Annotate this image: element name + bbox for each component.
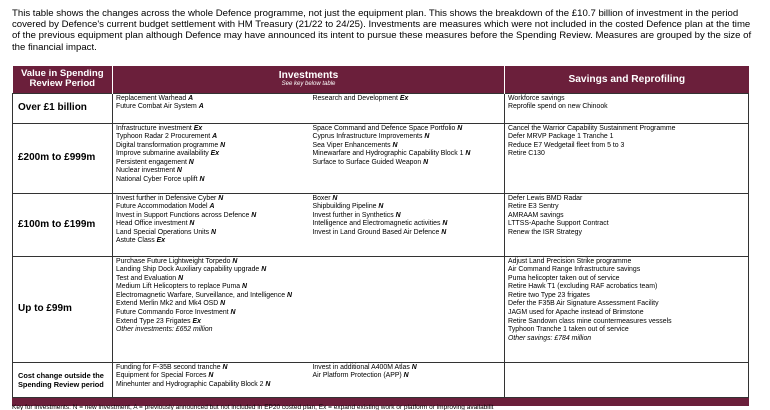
investment-label: Replacement Warhead xyxy=(116,94,189,102)
savings-item: Defer Lewis BMD Radar xyxy=(508,194,583,202)
investment-item xyxy=(116,309,307,318)
investments-col2 xyxy=(310,362,505,397)
investment-type-code: N xyxy=(392,141,398,149)
investment-label: Astute Class xyxy=(116,237,157,245)
investment-item xyxy=(313,150,502,159)
investment-label: Future Combat Air System xyxy=(116,103,199,111)
investment-item xyxy=(116,275,307,284)
investment-label: Purchase Future Lightweight Torpedo xyxy=(116,257,233,265)
investment-label: Nuclear investment xyxy=(116,167,177,175)
header-savings: Savings and Reprofiling xyxy=(505,66,749,93)
investment-type-code: N xyxy=(208,372,214,380)
investment-item xyxy=(313,364,502,373)
investment-label: Invest further in Synthetics xyxy=(312,211,396,219)
investment-type-code: N xyxy=(178,274,184,282)
savings-item: Typhoon Tranche 1 taken out of service xyxy=(508,326,629,334)
investment-item xyxy=(313,220,502,229)
investment-label: Minewarfare and Hydrographic Capability Block 1 xyxy=(312,150,466,158)
investment-type-code: N xyxy=(441,228,447,236)
savings-item: Retire C130 xyxy=(508,150,545,158)
investment-label: Invest in Support Functions across Defence xyxy=(116,211,252,219)
investment-item xyxy=(116,95,307,104)
table-row xyxy=(13,93,749,123)
investment-label: Medium Lift Helicopters to replace Puma xyxy=(116,283,242,291)
investment-type-code: N xyxy=(395,211,401,219)
investment-type-code: N xyxy=(465,150,471,158)
investment-item xyxy=(313,195,502,204)
investment-item xyxy=(116,195,307,204)
category-cell: £100m to £199m xyxy=(13,193,113,256)
category-cell: Up to £99m xyxy=(13,256,113,362)
investment-item xyxy=(116,283,307,292)
investment-type-code: N xyxy=(232,257,238,265)
savings-item: Retire Sandown class mine countermeasures vessels xyxy=(508,317,672,325)
investment-type-code: N xyxy=(211,228,216,236)
investment-type-code: N xyxy=(242,283,247,291)
investment-type-code: N xyxy=(378,203,384,211)
investment-label: Air Platform Protection (APP) xyxy=(312,372,404,380)
investment-label: Shipbuilding Pipeline xyxy=(312,203,379,211)
investment-label: Future Accommodation Model xyxy=(116,203,210,211)
investment-item xyxy=(116,292,307,301)
investment-label: Digital transformation programme xyxy=(116,141,221,149)
investments-col1 xyxy=(113,362,310,397)
investment-type-code: N xyxy=(411,363,417,371)
investment-type-code: N xyxy=(424,133,430,141)
investment-type-code: N xyxy=(261,266,267,274)
investment-type-code: N xyxy=(188,158,194,166)
investment-item xyxy=(116,159,307,168)
investment-type-code: N xyxy=(403,372,409,380)
table-header-row xyxy=(13,66,749,93)
investment-key: Key for investments: N = new investment, A = previously announced but not included in EP20 costed plan, Ex = expand existing work or platform or improving availabilit xyxy=(12,404,494,410)
investment-label: Improve submarine availability xyxy=(116,150,211,158)
investment-item xyxy=(116,212,307,221)
investment-type-code: N xyxy=(457,124,463,132)
investment-item xyxy=(116,150,307,159)
savings-item: Retire two Type 23 frigates xyxy=(508,291,590,299)
investment-item xyxy=(116,220,307,229)
investments-col2 xyxy=(310,93,505,123)
investment-label: Funding for F-35B second tranche xyxy=(116,363,223,371)
investment-label: Space Command and Defence Space Portfolio xyxy=(312,124,458,132)
investment-item xyxy=(116,142,307,151)
investment-type-code: N xyxy=(176,167,182,175)
investment-item xyxy=(313,125,502,134)
table-row xyxy=(13,256,749,362)
table-row xyxy=(13,193,749,256)
investment-type-code: Ex xyxy=(193,124,203,132)
other-total: Other investments: £652 million xyxy=(116,326,213,334)
investment-type-code: N xyxy=(442,220,448,228)
investment-item xyxy=(313,203,502,212)
investment-label: Invest in Land Ground Based Air Defence xyxy=(312,228,442,236)
investment-type-code: N xyxy=(220,141,226,149)
investment-item xyxy=(313,372,502,381)
savings-cell xyxy=(505,123,749,193)
investment-label: Extend Type 23 Frigates xyxy=(116,317,193,325)
intro-paragraph: This table shows the changes across the whole Defence programme, not just the equipment plan. This shows the breakdown of the £10.7 billion of investment in the period covered by Defence's current budget settlement with HM Treasury (21/22 to 24/25). Investments are measures which were not included in the costed Defence plan at the time of the previous equipment plan although Defence may have announced its intent to pursue these measures before the Spending Review. Measures are grouped by the size of the financial impact. xyxy=(12,8,752,53)
investment-type-code: N xyxy=(189,220,195,228)
header-investments-title: Investments xyxy=(278,70,339,82)
investment-label: Future Commando Force Investment xyxy=(116,309,231,317)
investment-type-code: N xyxy=(423,158,429,166)
savings-cell xyxy=(505,193,749,256)
savings-item: AMRAAM savings xyxy=(508,211,564,219)
investment-item xyxy=(116,125,307,134)
investment-label: Sea Viper Enhancements xyxy=(312,141,393,149)
table-row xyxy=(13,362,749,397)
investment-item xyxy=(116,372,307,381)
investment-type-code: A xyxy=(188,94,194,102)
investment-type-code: Ex xyxy=(210,150,220,158)
investment-label: Test and Evaluation xyxy=(116,274,179,282)
savings-item: Workforce savings xyxy=(508,94,565,102)
investment-item xyxy=(116,229,307,238)
investment-label: Extend Merlin Mk2 and Mk4 OSD xyxy=(116,300,221,308)
savings-item: Puma helicopter taken out of service xyxy=(508,274,620,282)
investment-type-code: Ex xyxy=(399,94,409,102)
investment-item xyxy=(116,176,307,185)
savings-item: Retire E3 Sentry xyxy=(508,203,559,211)
investment-type-code: N xyxy=(199,176,205,184)
investment-type-code: N xyxy=(251,211,257,219)
investment-label: Cyprus Infrastructure Improvements xyxy=(312,133,425,141)
investment-type-code: Ex xyxy=(192,317,201,325)
investment-label: Infrastructure investment xyxy=(116,124,194,132)
investment-item xyxy=(116,203,307,212)
investment-item xyxy=(313,229,502,238)
investment-item xyxy=(116,364,307,373)
investment-label: Invest further in Defensive Cyber xyxy=(116,194,219,202)
investments-col2 xyxy=(310,123,505,193)
investment-type-code: N xyxy=(286,291,292,299)
investment-label: Persistent engagement xyxy=(116,158,189,166)
investment-label: National Cyber Force uplift xyxy=(116,176,200,184)
investment-item xyxy=(313,142,502,151)
category-cell: Cost change outside the Spending Review period xyxy=(13,362,113,397)
savings-item: Cancel the Warrior Capability Sustainment Programme xyxy=(508,124,676,132)
investment-item xyxy=(116,318,307,327)
investment-type-code: N xyxy=(218,194,224,202)
header-value: Value in Spending Review Period xyxy=(13,66,113,93)
investments-col1 xyxy=(113,93,310,123)
investment-type-code: A xyxy=(198,103,204,111)
investment-item xyxy=(116,258,307,267)
investment-label: Surface to Surface Guided Weapon xyxy=(312,158,424,166)
savings-item: Defer MRVP Package 1 Tranche 1 xyxy=(508,133,614,141)
savings-item: Adjust Land Precision Strike programme xyxy=(508,257,632,265)
investment-item xyxy=(116,266,307,275)
investment-label: Boxer xyxy=(312,194,333,202)
investment-type-code: N xyxy=(220,300,226,308)
defence-programme-table xyxy=(12,66,749,406)
savings-cell xyxy=(505,256,749,362)
investments-col1 xyxy=(113,123,310,193)
other-total: Other savings: £784 million xyxy=(508,334,592,342)
investment-item xyxy=(116,237,307,246)
investment-item xyxy=(116,300,307,309)
investment-label: Invest in additional A400M Atlas xyxy=(312,363,412,371)
investment-item xyxy=(313,159,502,168)
investment-label: Landing Ship Dock Auxiliary capability upgrade xyxy=(116,266,262,274)
savings-cell xyxy=(505,93,749,123)
investment-label: Intelligence and Electromagnetic activities xyxy=(312,220,443,228)
investment-item xyxy=(116,133,307,142)
investment-label: Equipment for Special Forces xyxy=(116,372,209,380)
investment-label: Electromagnetic Warfare, Surveillance, and Intelligence xyxy=(116,291,287,299)
investment-item xyxy=(116,103,307,112)
investment-label: Head Office investment xyxy=(116,220,190,228)
investment-item xyxy=(116,381,307,390)
investment-type-code: N xyxy=(230,309,236,317)
investments-col1 xyxy=(113,256,310,362)
investment-type-code: N xyxy=(265,380,271,388)
investment-type-code: N xyxy=(332,194,338,202)
investment-label: Land Special Operations Units xyxy=(116,228,211,236)
investment-label: Research and Development xyxy=(312,94,400,102)
category-cell: Over £1 billion xyxy=(13,93,113,123)
investment-label: Minehunter and Hydrographic Capability Block 2 xyxy=(116,380,266,388)
header-investments-subtitle: See key below table xyxy=(281,81,336,88)
investment-type-code: N xyxy=(222,363,228,371)
investments-col1 xyxy=(113,193,310,256)
investments-col2 xyxy=(310,193,505,256)
savings-item: LTTSS-Apache Support Contract xyxy=(508,220,609,228)
investment-item xyxy=(313,212,502,221)
header-investments xyxy=(113,66,505,93)
savings-item: Renew the ISR Strategy xyxy=(508,228,582,236)
savings-item: Reduce E7 Wedgetail fleet from 5 to 3 xyxy=(508,141,625,149)
investment-item xyxy=(116,167,307,176)
category-cell: £200m to £999m xyxy=(13,123,113,193)
savings-item: Retire Hawk T1 (excluding RAF acrobatics team) xyxy=(508,283,658,291)
savings-item: Air Command Range Infrastructure savings xyxy=(508,266,641,274)
investments-col2 xyxy=(310,256,505,362)
table-row xyxy=(13,123,749,193)
investment-type-code: A xyxy=(212,133,218,141)
investment-label: Typhoon Radar 2 Procurement xyxy=(116,133,213,141)
savings-item: Defer the F35B Air Signature Assessment Facility xyxy=(508,300,659,308)
savings-cell xyxy=(505,362,749,397)
savings-item: JAGM used for Apache instead of Brimstone xyxy=(508,309,644,317)
investment-type-code: A xyxy=(209,203,215,211)
investment-type-code: Ex xyxy=(156,237,166,245)
savings-item: Reprofile spend on new Chinook xyxy=(508,103,608,111)
investment-item xyxy=(313,95,502,104)
investment-item xyxy=(313,133,502,142)
